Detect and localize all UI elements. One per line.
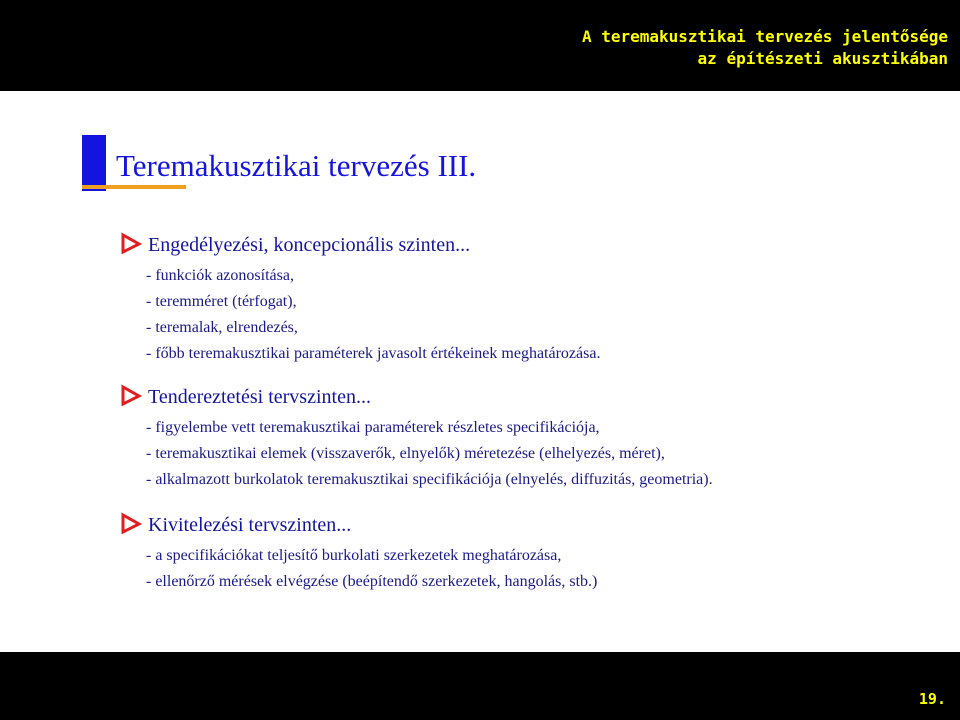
page-number: 19. [918, 690, 946, 708]
triangle-bullet-icon [120, 512, 142, 534]
list-item: - alkalmazott burkolatok teremakusztikai specifikációja (elnyelés, diffuzitás, geometria). [146, 471, 713, 488]
list-item: - teremalak, elrendezés, [146, 319, 298, 336]
section-heading-text: Kivitelezési tervszinten... [148, 514, 352, 536]
title-accent-bar [82, 135, 106, 191]
list-item: - teremméret (térfogat), [146, 293, 297, 310]
top-header-bar [0, 0, 960, 91]
presentation-title [582, 26, 948, 70]
section-heading-text: Tendereztetési tervszinten... [148, 386, 371, 408]
slide-title-block [82, 135, 782, 195]
title-underline [82, 185, 186, 189]
section-heading-concept [120, 232, 470, 257]
list-item: - figyelembe vett teremakusztikai paraméterek részletes specifikációja, [146, 419, 600, 436]
list-item: - teremakusztikai elemek (visszaverők, elnyelők) méretezése (elhelyezés, méret), [146, 445, 665, 462]
section-heading-construction [120, 512, 351, 537]
triangle-bullet-icon [120, 232, 142, 254]
list-item: - főbb teremakusztikai paraméterek javasolt értékeinek meghatározása. [146, 345, 601, 362]
list-item: - funkciók azonosítása, [146, 267, 294, 284]
list-item: - ellenőrző mérések elvégzése (beépítendő szerkezetek, hangolás, stb.) [146, 573, 598, 590]
slide-title: Teremakusztikai tervezés III. [116, 148, 477, 183]
section-heading-tender [120, 384, 371, 409]
triangle-bullet-icon [120, 384, 142, 406]
section-heading-text: Engedélyezési, koncepcionális szinten... [148, 234, 471, 256]
presentation-title-line-2: az építészeti akusztikában [697, 49, 948, 68]
presentation-title-line-1: A teremakusztikai tervezés jelentősége [581, 27, 948, 46]
list-item: - a specifikációkat teljesítő burkolati szerkezetek meghatározása, [146, 547, 562, 564]
bottom-footer-bar [0, 652, 960, 720]
